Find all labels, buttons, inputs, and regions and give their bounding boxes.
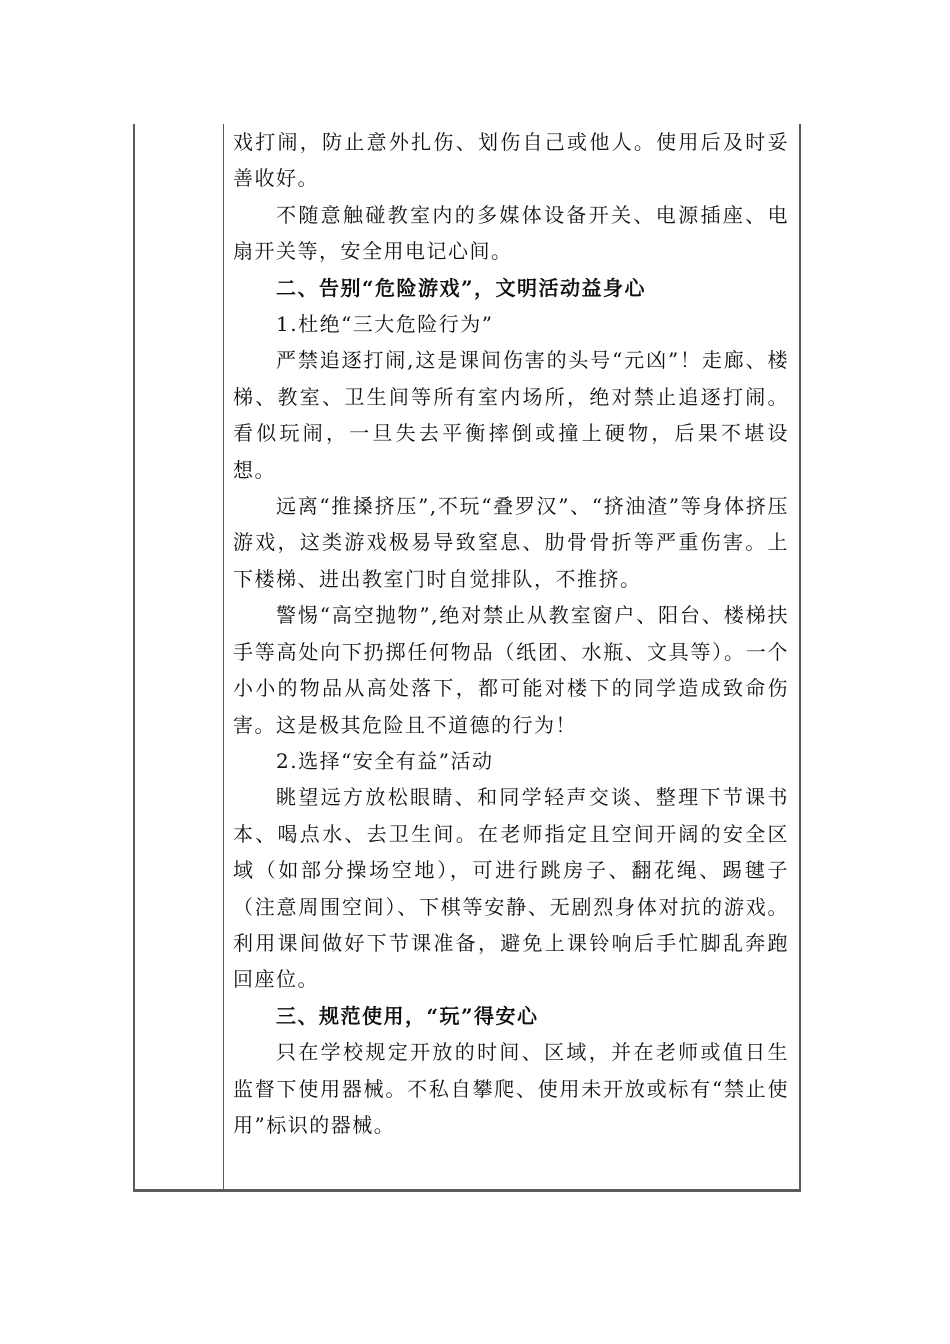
subheading-2-2: 2.选择“安全有益”活动 [276,748,494,773]
section-heading-2: 二、告别“危险游戏”，文明活动益身心 [276,275,647,300]
paragraph-safe-activities: 眺望远方放松眼睛、和同学轻声交谈、整理下节课书本、喝点水、去卫生间。在老师指定且空间开阔的安全区域（如部分操场空地），可进行跳房子、翻花绳、踢毽子（注意周围空间）、下棋等安静、无剧烈身体对抗的游戏。利用课间做好下节课准备，避免上课铃响后手忙脚乱奔跑回座位。 [233,785,789,992]
paragraph-continuation: 戏打闹，防止意外扎伤、划伤自己或他人。使用后及时妥善收好。 [233,130,789,191]
document-table [133,124,801,1192]
paragraph-no-pushing: 远离“推搡挤压”,不玩“叠罗汉”、“挤油渣”等身体挤压游戏，这类游戏极易导致窒息、肋骨骨折等严重伤害。上下楼梯、进出教室门时自觉排队，不推挤。 [233,494,789,591]
paragraph-electricity-safety: 不随意触碰教室内的多媒体设备开关、电源插座、电扇开关等，安全用电记心间。 [233,202,789,264]
subheading-2-1: 1.杜绝“三大危险行为” [276,312,494,337]
paragraph-no-chasing: 严禁追逐打闹,这是课间伤害的头号“元凶”！走廊、楼梯、教室、卫生间等所有室内场所，绝对禁止追逐打闹。看似玩闹，一旦失去平衡摔倒或撞上硬物，后果不堪设想。 [233,348,789,482]
left-column-cell [135,124,224,1189]
section-heading-3: 三、规范使用，“玩”得安心 [276,1003,539,1028]
paragraph-equipment-use: 只在学校规定开放的时间、区域，并在老师或值日生监督下使用器械。不私自攀爬、使用未开放或标有“禁止使用”标识的器械。 [233,1040,789,1137]
paragraph-no-throwing: 警惕“高空抛物”,绝对禁止从教室窗户、阳台、楼梯扶手等高处向下扔掷任何物品（纸团、水瓶、文具等）。一个小小的物品从高处落下，都可能对楼下的同学造成致命伤害。这是极其危险且不道德的行为！ [233,603,789,737]
content-cell [224,124,799,1189]
